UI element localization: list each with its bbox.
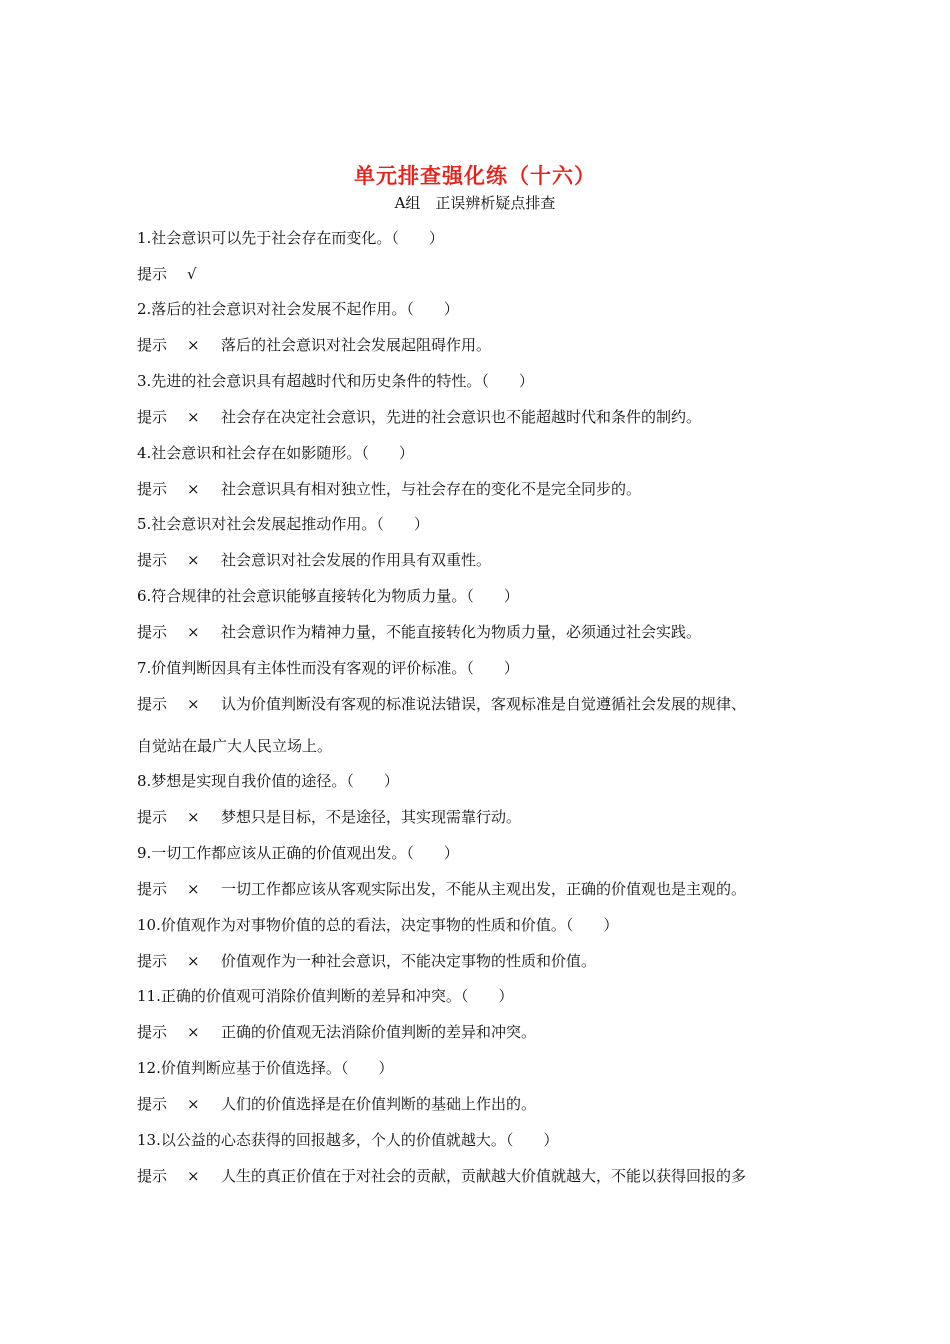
question-8: 8.梦想是实现自我价值的途径。（ ）	[137, 772, 399, 790]
cross-mark-icon: ×	[187, 1095, 200, 1113]
question-3: 3.先进的社会意识具有超越时代和历史条件的特性。（ ）	[137, 372, 534, 390]
cross-mark-icon: ×	[187, 336, 200, 354]
hint-2	[137, 335, 491, 355]
hint-label: 提示	[137, 880, 168, 898]
hint-text: 社会意识对社会发展的作用具有双重性。	[221, 551, 492, 569]
hint-text: 一切工作都应该从客观实际出发，不能从主观出发，正确的价值观也是主观的。	[221, 880, 747, 898]
hint-4	[137, 479, 641, 499]
hint-text: 梦想只是目标，不是途径，其实现需靠行动。	[221, 808, 522, 826]
hint-9	[137, 879, 746, 899]
question-13: 13.以公益的心态获得的回报越多，个人的价值就越大。（ ）	[137, 1131, 559, 1149]
hint-text: 正确的价值观无法消除价值判断的差异和冲突。	[221, 1023, 537, 1041]
cross-mark-icon: ×	[187, 808, 200, 826]
hint-label: 提示	[137, 952, 168, 970]
question-2: 2.落后的社会意识对社会发展不起作用。（ ）	[137, 300, 459, 318]
hint-text: 社会意识作为精神力量，不能直接转化为物质力量，必须通过社会实践。	[221, 623, 702, 641]
cross-mark-icon: ×	[187, 551, 200, 569]
hint-text: 价值观作为一种社会意识，不能决定事物的性质和价值。	[221, 952, 597, 970]
hint-10	[137, 951, 596, 971]
cross-mark-icon: ×	[187, 623, 200, 641]
hint-5	[137, 550, 491, 570]
hint-8	[137, 807, 521, 827]
question-11: 11.正确的价值观可消除价值判断的差异和冲突。（ ）	[137, 987, 514, 1005]
question-6: 6.符合规律的社会意识能够直接转化为物质力量。（ ）	[137, 587, 519, 605]
hint-label: 提示	[137, 265, 168, 283]
cross-mark-icon: ×	[187, 1167, 200, 1185]
hint-text: 认为价值判断没有客观的标准说法错误，客观标准是自觉遵循社会发展的规律、	[221, 695, 747, 713]
hint-label: 提示	[137, 1095, 168, 1113]
hint-1	[137, 264, 221, 284]
check-mark-icon: √	[187, 265, 197, 283]
hint-label: 提示	[137, 695, 168, 713]
hint-label: 提示	[137, 1023, 168, 1041]
hint-text: 人们的价值选择是在价值判断的基础上作出的。	[221, 1095, 537, 1113]
hint-7	[137, 694, 746, 714]
question-1: 1.社会意识可以先于社会存在而变化。（ ）	[137, 229, 444, 247]
hint-label: 提示	[137, 1167, 168, 1185]
hint-7-continued: 自觉站在最广大人民立场上。	[137, 737, 333, 755]
question-12: 12.价值判断应基于价值选择。（ ）	[137, 1059, 394, 1077]
hint-6	[137, 622, 701, 642]
question-9: 9.一切工作都应该从正确的价值观出发。（ ）	[137, 844, 459, 862]
cross-mark-icon: ×	[187, 1023, 200, 1041]
hint-text: 人生的真正价值在于对社会的贡献，贡献越大价值就越大，不能以获得回报的多	[221, 1167, 747, 1185]
cross-mark-icon: ×	[187, 695, 200, 713]
question-4: 4.社会意识和社会存在如影随形。（ ）	[137, 444, 414, 462]
cross-mark-icon: ×	[187, 408, 200, 426]
cross-mark-icon: ×	[187, 952, 200, 970]
page-title: 单元排查强化练（十六）	[354, 164, 596, 188]
hint-text: 落后的社会意识对社会发展起阻碍作用。	[221, 336, 492, 354]
hint-label: 提示	[137, 336, 168, 354]
hint-label: 提示	[137, 808, 168, 826]
hint-3	[137, 407, 701, 427]
question-5: 5.社会意识对社会发展起推动作用。（ ）	[137, 515, 429, 533]
hint-13	[137, 1166, 746, 1186]
hint-12	[137, 1094, 536, 1114]
question-7: 7.价值判断因具有主体性而没有客观的评价标准。（ ）	[137, 659, 519, 677]
hint-text: 社会意识具有相对独立性，与社会存在的变化不是完全同步的。	[221, 480, 642, 498]
hint-label: 提示	[137, 408, 168, 426]
hint-label: 提示	[137, 623, 168, 641]
hint-label: 提示	[137, 551, 168, 569]
section-subtitle: A组 正误辨析疑点排查	[394, 194, 556, 212]
cross-mark-icon: ×	[187, 880, 200, 898]
hint-text: 社会存在决定社会意识，先进的社会意识也不能超越时代和条件的制约。	[221, 408, 702, 426]
question-10: 10.价值观作为对事物价值的总的看法，决定事物的性质和价值。（ ）	[137, 916, 619, 934]
cross-mark-icon: ×	[187, 480, 200, 498]
hint-label: 提示	[137, 480, 168, 498]
hint-11	[137, 1022, 536, 1042]
